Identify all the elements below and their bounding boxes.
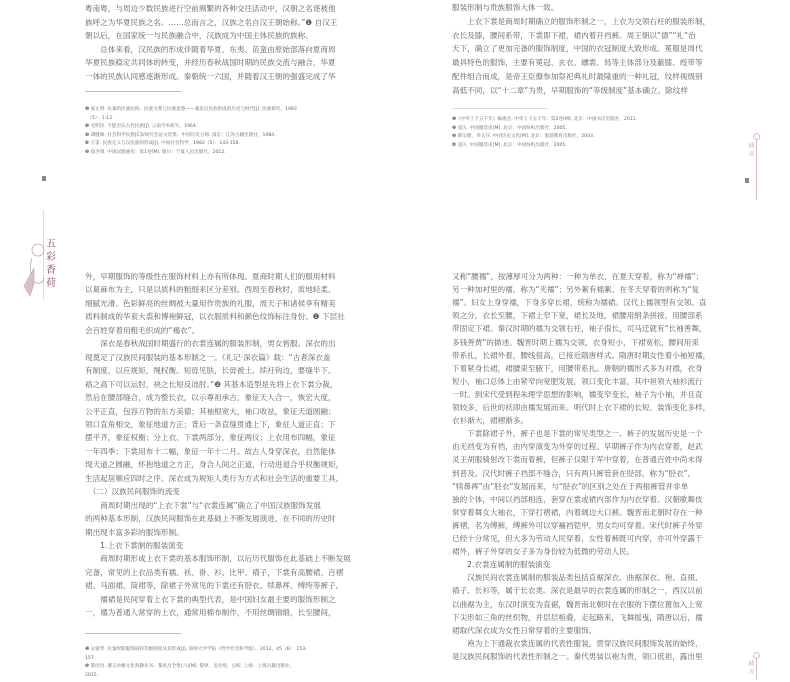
side-tab-knob [753, 133, 760, 140]
text-line: 配件组合而成，是帝王臣僚参加祭祀典礼时最隆重的一种礼冠，纹样视级别 [452, 72, 703, 81]
text-line: 现奠定了汉族民间服装的基本形制之一。《礼记·深衣篇》载：“古者深衣盖 [85, 352, 331, 362]
text-line: 朝以后，在国家统一与民族融合中，汉族成为中国主体民族的族称。 [85, 31, 313, 41]
text-line: 灵王胡服骑射改下裳而着裤，但裤子仅限于军中穿着，在普通百姓中尚未得 [452, 455, 703, 465]
text-line: 族呼之为华夏民族之名。……总而言之，汉族之名自汉王朝始称。”❶ 自汉王 [85, 17, 338, 27]
text-line: 短小，袖口总体上由紧窄向宽肥发展，领口变化丰富，其中袒领大袖衫流行 [452, 376, 703, 386]
text-line: 最具特色的服饰，主要有冕冠、玄衣、纁裳、舄等主体部分及蔽膝、绶带等 [452, 58, 703, 68]
footnote-line: ❶《中华上下五千年》编委会. 中华上下五千年：第2卷[M]. 北京：中国书店出版社，2011. [452, 117, 638, 122]
text-line: 常穿着舞女大袖衣，下穿打褶裙，内着阔边大口裤。魏晋南北朝时存在一种 [452, 507, 703, 517]
page-bottom-right [452, 272, 712, 682]
page-marker-icon [42, 176, 46, 181]
text-line: 期出现丰富多彩的服饰形制。 [85, 527, 184, 537]
text-line: 是汉族民间服饰的代表性形制之一。秦代男装以袍为贵，领口低袒，露出里 [452, 651, 703, 661]
text-line: 服装形制与贵族服饰大体一致。 [452, 3, 559, 12]
page-bottom-left [85, 272, 351, 682]
footnote-line: ❶ 吴爱琴. 先秦时期服饰质料等级制度及其形成[J]. 郑州大学学报（哲学社会科学版），2012，45（6）：153- [85, 647, 307, 652]
text-line: 又称“腰襦”。按薄厚可分为两种：一种为单衣，在夏天穿着，称为“禅襦”； [452, 272, 704, 281]
text-line: 带系扎，长裙外着，腰线很高，已接近隋唐样式。隋唐时期女性着小袖短襦， [452, 350, 711, 360]
text-line: 一年四季；下裳用布十二幅，象征一年十二月。故古人身穿深衣，自然能体 [85, 446, 336, 456]
text-line: 以曲裾为主，东汉时演变为直裾，魏晋南北朝时在衣服的下摆位置加入上宽 [452, 599, 703, 609]
footnote-line: ❸ 蔡宗德，李文芬. 中国历史文化[M]. 北京：旅游教育出版社，2003. [452, 134, 595, 140]
text-line: 深衣是春秋战国时期盛行的衣裳连属的服装形制，男女皆服。深衣的出 [85, 339, 336, 349]
text-line: 汉族民间衣裳连属制的服装品类包括直裾深衣、曲裾深衣、袍、直裰、 [452, 573, 703, 583]
text-line: 完备，常见的上衣品类有襦、袄、褂、衫、比甲、褙子，下裳有高腰裙、百褶 [85, 567, 344, 577]
text-line: 裙取代深衣成为女性日常穿着的主要服饰。 [452, 625, 597, 635]
text-line: 一时。到宋代受到程朱理学思想的影响，襦变窄变长，袖子为小袖，并且直 [452, 389, 703, 399]
text-line: 商周时期形成上衣下裳的基本服饰形制，以后历代服饰在此基础上不断发展 [85, 554, 351, 564]
text-line: 以葛麻布为主，只是以质料的粗细来区分差别。西周至春秋时，质地轻柔、 [85, 285, 336, 295]
text-line: 袼之高下可以运肘，袂之长短反诎肘。”❷ 其基本造型是先将上衣下裳分裁， [85, 379, 338, 389]
footnote-line: ❷ 袁仄. 中国服装史[M]. 北京：中国纺织出版社，2005. [452, 125, 567, 131]
text-line: 衣衫渐大，裙褶渐多。 [452, 416, 528, 426]
text-line: 高低不同，以“十二章”为贵，早期服饰的“等级制度”基本确立。除纹样 [452, 85, 688, 95]
text-line: 带固定下裙。秦汉时期的襦为交领右衽，袖子很长，司马迁就有“长袖善舞， [452, 324, 707, 334]
side-tab-knob [753, 652, 760, 659]
side-tab-preface[interactable]: 前言 [747, 142, 754, 158]
text-line: 下着紧身长裙，裙腰束至腋下，用腰带系扎。唐朝的襦形式多为对襟，衣身 [452, 363, 703, 373]
text-line: 到普及。汉代时裤子裆部不缝合，只有两只裤管套在胫部，称为“胫衣”。 [452, 468, 696, 478]
text-line: 领较多，后世的袄即由襦发展而来。明代时上衣下裙的长短、装饰变化多样， [452, 403, 711, 412]
text-line: 袍为上下通裁衣裳连属的代表性服装，贯穿汉族民间服饰发展的始终， [452, 638, 703, 648]
text-line: 由无裆变为有裆，由内穿演变为外穿的过程。早期裤子作为内衣穿着，赵武 [452, 442, 703, 452]
text-line: 另一种加衬里的襦，称为“夹襦”；另外絮有棉絮、在冬天穿着的则称为“复 [452, 285, 700, 295]
text-line: 下裳除裙子外，裤子也是下裳的常见类型之一。裤子的发展历史是一个 [452, 429, 703, 439]
text-line: 细腻光滑、色彩鲜亮的丝绸被大量用作贵族的礼服，周天子和诸侯享有精美 [85, 298, 336, 308]
text-line: 下尖形如三角的丝织物，并层层相叠，走起路来，飞舞摇曳，隋唐以后，襦 [452, 612, 703, 622]
text-line: 裙外，裤子外穿的女子多为身份较为低微的劳动人民。 [452, 547, 635, 557]
text-line: 然后在腰部缝合，成为整长衣，以示尊祖承古，象征天人合一，恢宏大度， [85, 393, 336, 403]
text-line: 领口直角相交，象征地道方正；背后一条直缝贯通上下，象征人道正直；下 [85, 419, 336, 429]
text-line: “犊鼻裈”由“胫衣”发展而来，与“胫衣”的区别之处在于两根裤管并非单 [452, 481, 689, 491]
text-line: 的两种基本形制，汉族民间服饰在此基础上不断发展演进，在不同的历史时 [85, 514, 336, 524]
text-line: 商周时期出现的“上衣下裳”与“衣裳连属”确立了中国汉族服饰发展 [85, 500, 321, 510]
footnote-line: ❶ 张正明. 先秦的民族结构、民族关系与民族思想——兼论汉民族形成的历史与时代[J]. 民族研究，1983 [85, 107, 297, 112]
footnote-line: ❹ 袁仄. 中国服装史[M]. 北京：中国纺织出版社，2005. [452, 142, 567, 148]
text-line: 襦裙是民间穿着上衣下裳的典型代表，是中国妇女最主要的服饰形制之 [85, 594, 336, 604]
text-line: 总体来看，汉民族的形成伴随着华夏、东夷、苗蛮由原始部落向夏商周 [85, 44, 336, 54]
text-line: 一，襦为普通人常穿的上衣，通常用棉布制作，不用丝绸锦缎，长至腰间， [85, 608, 336, 618]
footnote-line: ❸ 谭健修. 社会科学民族[C]//研究会论文选集：中国历史分册. 南京：江苏古籍出版社，1984. [85, 132, 276, 138]
side-tab-line [756, 140, 757, 200]
footnote-divider [85, 633, 181, 634]
text-line: 裤褶，名为缚裤，缚裤外可以穿裲裆铠甲，男女均可穿着。宋代时裤子外穿 [452, 520, 703, 530]
text-line: 多钱善贾”的描述。魏晋时期上襦为交领，衣身短小，下裙宽松，腰间用束 [452, 337, 699, 347]
text-line: 有制度，以应规矩，绳权衡。短毋见肤，长毋被土。续衽钩边，要缝半下。 [85, 366, 336, 376]
footnote-line: （5）：1-12. [85, 115, 114, 121]
text-line: （二）汉族民间服饰的流变 [85, 487, 180, 497]
text-line: 质料制成的华衮大裘和博袍鲜冠，以衣服质料和颜色纹饰标注身份。❶ 下层社 [85, 312, 345, 322]
logo-text: 五 彩 香 荷 [46, 239, 56, 289]
text-line: 摆平齐，象征权衡；分上衣、下裳两部分，象征两仪；上衣用布四幅，象征 [85, 433, 336, 443]
text-line: 会百姓穿着用粗毛织成的“褐衣”。 [85, 325, 200, 335]
logo [14, 238, 64, 298]
footnote-line: 2015. [85, 672, 99, 678]
text-line: 外，早期服饰的等级性在服饰材料上亦有所体现。夏商时期人们的服用材料 [85, 272, 336, 281]
page-top-right [452, 3, 712, 163]
text-line: 上衣下裳是商周时期确立的服饰形制之一，上衣为交领右衽的服装形制， [452, 16, 711, 26]
side-tab-line [756, 659, 757, 680]
text-line: 2.衣裳连属制的服装演变 [452, 560, 551, 570]
footnote-line: ❷ 黎庶昌. 遵义沙滩文化典籍丛书：黎庶昌全集(六)[M]. 黎铎，龙先绪，点校. 上海：上海古籍出版社， [85, 664, 295, 670]
text-line: 襦”。妇女上身穿襦，下身多穿长裙，统称为襦裙。汉代上襦领型有交领、直 [452, 298, 707, 308]
text-line: 天下，确立了更加完备的服饰制度，中国的衣冠制度大致形成。冕服是周代 [452, 44, 703, 54]
footnote-divider [85, 91, 181, 92]
text-line: 褙子、长衫等，属于长衣类。深衣是最早的衣裳连属的形制之一，西汉以前 [452, 586, 703, 596]
side-tab-preface[interactable]: 前言 [747, 660, 754, 676]
footnote-line: ❹ 王雷. 民族定义与汉民族的形成[J]. 中国社会科学，1982（5）：143-158. [85, 141, 240, 147]
text-line: 衣长及膝，腰间系带，下裳即下裙，裙内着开裆裤。周王朝以“德”“礼”治 [452, 30, 696, 40]
text-line: 现天道之圆融，怀抱地道之方正，身合人间之正道，行动进退合乎权衡规矩， [85, 460, 344, 470]
footnote-line: 157. [85, 655, 96, 661]
footnote-line: ❺ 徐杰舜. 中国汉族通史：第1卷[M]. 银川：宁夏人民出版社，2012. [85, 150, 226, 155]
page-marker-icon [745, 178, 749, 183]
text-line: 粤南粤，与周边少数民族进行空前频繁的各种交往活动中，汉朝之名逐被他 [85, 4, 336, 13]
text-line: 领之分，衣长至腰，下裙上窄下宽，裙长及地，裙腰用绢条拼接，用腰部系 [452, 311, 703, 321]
text-line: 生活起居顺应四时之序。深衣成为规矩人类行为方式和社会生活的重要工具。 [85, 473, 344, 483]
text-line: 一体的民族认同感逐渐形成。秦朝统一六国，并随着汉王朝的强盛完成了华 [85, 72, 336, 81]
text-line: 裙、马面裙、筒裙等，除裙子外常见的下裳还有胫衣、犊鼻裈、缚绔等裤子。 [85, 581, 344, 591]
page-top-left [85, 4, 345, 164]
text-line: 公平正直，包容万物的东方美德；其袖根宽大，袖口收祛，象征天道圆融； [85, 406, 336, 416]
footnote-line: ❷ 尤明泽. 不能否认古代民族[J]. 云南学术研究，1964. [85, 124, 198, 130]
footnote-divider [452, 108, 548, 109]
text-line: 1.上衣下裳制的服装演变 [85, 541, 184, 550]
text-line: 独的个体，中间以裆部相连，套穿在裳或裙内部作为内衣穿着。汉朝歌舞伎 [452, 494, 703, 504]
text-line: 华夏民族稳定共同体的转变，并经历春秋战国时期的民族交流与融合，华夏 [85, 58, 336, 68]
text-line: 已经十分常见，但大多为劳动人民穿着，女性着裤既可内穿，亦可外穿露于 [452, 534, 703, 543]
